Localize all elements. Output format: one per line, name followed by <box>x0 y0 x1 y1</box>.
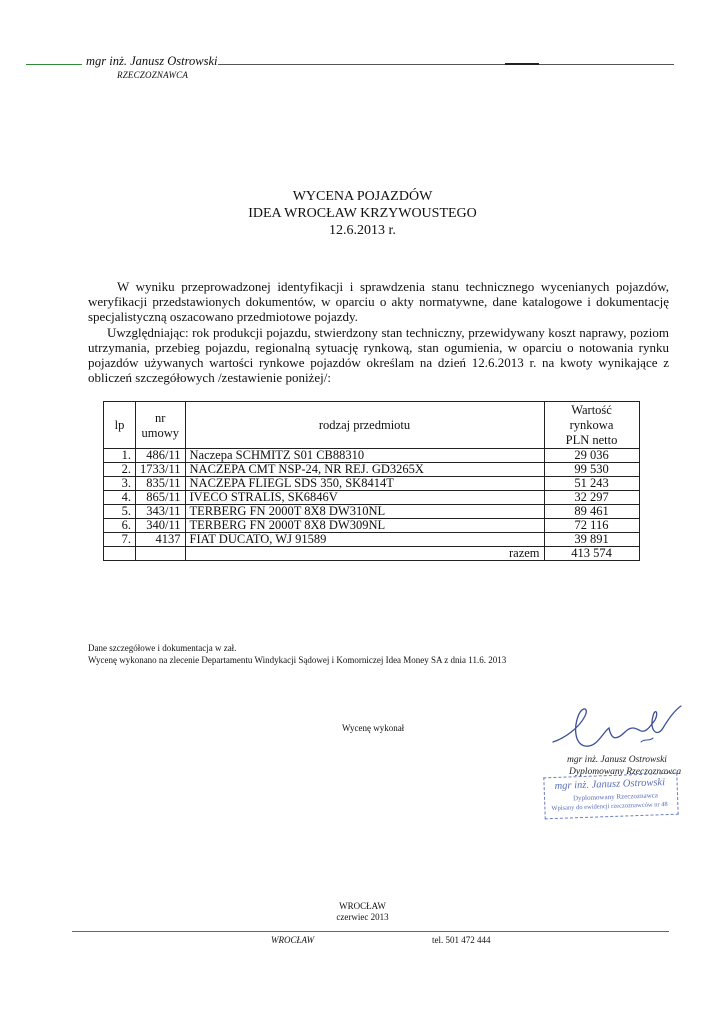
row-item-name: NACZEPA FLIEGL SDS 350, SK8414T <box>185 477 544 491</box>
header-item-type: rodzaj przedmiotu <box>185 402 544 449</box>
place-date: czerwiec 2013 <box>336 912 389 922</box>
place-city: WROCŁAW <box>339 901 386 911</box>
footer-green-rule <box>72 931 669 932</box>
valuation-table <box>103 401 640 561</box>
table-row <box>104 519 640 533</box>
table-header-row <box>104 402 640 449</box>
stamp-box-title: Dyplomowany Rzeczoznawca <box>572 791 659 803</box>
header-green-rule <box>26 64 82 65</box>
row-lp: 7. <box>104 533 136 547</box>
footer-city: WROCŁAW <box>271 935 315 945</box>
total-value: 413 574 <box>544 547 639 561</box>
table-row <box>104 463 640 477</box>
row-value: 89 461 <box>544 505 639 519</box>
row-item-name: NACZEPA CMT NSP-24, NR REJ. GD3265X <box>185 463 544 477</box>
header-lp: lp <box>104 402 136 449</box>
row-value: 29 036 <box>544 449 639 463</box>
row-lp: 4. <box>104 491 136 505</box>
table-row <box>104 533 640 547</box>
stamp-title: Dyplomowany Rzeczoznawca <box>569 767 682 777</box>
header-author-name: mgr inż. Janusz Ostrowski <box>86 54 218 68</box>
header-market-value-line1: Wartość rynkowa <box>569 403 614 432</box>
row-contract-no: 865/11 <box>136 491 186 505</box>
valuation-basis-paragraph: Uwzględniając: rok produkcji pojazdu, stwierdzony stan techniczny, przewidywany koszt naprawy, poziom utrzymania, przebieg pojazdu, regionalną sytuację rynkową, stan ogumienia, w oparciu o notowania rynku pojazdów używanych wartości rynkowe pojazdów określam na dzień 12.6.2013 r. na kwoty wynikające z obliczeń szczegółowych /zestawienie poniżej/: <box>88 325 669 385</box>
row-lp: 3. <box>104 477 136 491</box>
header-contract-no <box>136 402 186 449</box>
row-lp: 6. <box>104 519 136 533</box>
row-item-name: TERBERG FN 2000T 8X8 DW309NL <box>185 519 544 533</box>
attachment-note: Dane szczegółowe i dokumentacja w zał. <box>88 643 237 653</box>
official-stamp <box>543 773 678 820</box>
row-lp: 5. <box>104 505 136 519</box>
header-market-value-line2: PLN netto <box>565 433 618 447</box>
row-item-name: FIAT DUCATO, WJ 91589 <box>185 533 544 547</box>
commission-note: Wycenę wykonano na zlecenie Departamentu Windykacji Sądowej i Komorniczej Idea Money SA z dnia 11.6. 2013 <box>88 655 507 665</box>
stamp-box-registry: Wpisany do ewidencji rzeczoznawców nr 48 <box>551 801 668 813</box>
row-value: 72 116 <box>544 519 639 533</box>
row-value: 39 891 <box>544 533 639 547</box>
row-contract-no: 835/11 <box>136 477 186 491</box>
title-line-3: 12.6.2013 r. <box>329 223 396 238</box>
row-contract-no: 340/11 <box>136 519 186 533</box>
total-empty-nr <box>136 547 186 561</box>
title-line-1: WYCENA POJAZDÓW <box>292 189 433 204</box>
total-empty-lp <box>104 547 136 561</box>
row-contract-no: 486/11 <box>136 449 186 463</box>
table-row <box>104 477 640 491</box>
row-value: 51 243 <box>544 477 639 491</box>
header-role: RZECZOZNAWCA <box>117 70 189 80</box>
row-contract-no: 1733/11 <box>136 463 186 477</box>
header-contract-no-line2: umowy <box>141 425 179 440</box>
prepared-by-label: Wycenę wykonał <box>342 723 405 733</box>
table-row <box>104 505 640 519</box>
row-value: 99 530 <box>544 463 639 477</box>
header-market-value <box>544 402 639 449</box>
place-and-date <box>0 901 725 923</box>
intro-paragraph: W wyniku przeprowadzonej identyfikacji i sprawdzenia stanu technicznego wycenianych pojazdów, weryfikacji przedstawionych dokumentów, w oparciu o akty normatywne, dane katalogowe i dokumentację specjalistyczną oszacowano przedmiotowe pojazdy. <box>88 279 669 324</box>
document-title <box>0 188 725 239</box>
table-total-row <box>104 547 640 561</box>
row-item-name: TERBERG FN 2000T 8X8 DW310NL <box>185 505 544 519</box>
title-line-2: IDEA WROCŁAW KRZYWOUSTEGO <box>248 206 477 221</box>
footer-phone: tel. 501 472 444 <box>432 935 491 945</box>
table-row <box>104 449 640 463</box>
header-contract-no-line1: nr <box>155 410 166 425</box>
stamp-box-name: mgr inż. Janusz Ostrowski <box>554 777 666 792</box>
header-rule-accent <box>505 63 539 65</box>
row-item-name: IVECO STRALIS, SK6846V <box>185 491 544 505</box>
row-lp: 2. <box>104 463 136 477</box>
header-rule <box>218 64 674 65</box>
row-contract-no: 343/11 <box>136 505 186 519</box>
total-label: razem <box>185 547 544 561</box>
row-value: 32 297 <box>544 491 639 505</box>
stamp-name: mgr inż. Janusz Ostrowski <box>567 755 667 765</box>
row-lp: 1. <box>104 449 136 463</box>
row-contract-no: 4137 <box>136 533 186 547</box>
row-item-name: Naczepa SCHMITZ S01 CB88310 <box>185 449 544 463</box>
table-row <box>104 491 640 505</box>
